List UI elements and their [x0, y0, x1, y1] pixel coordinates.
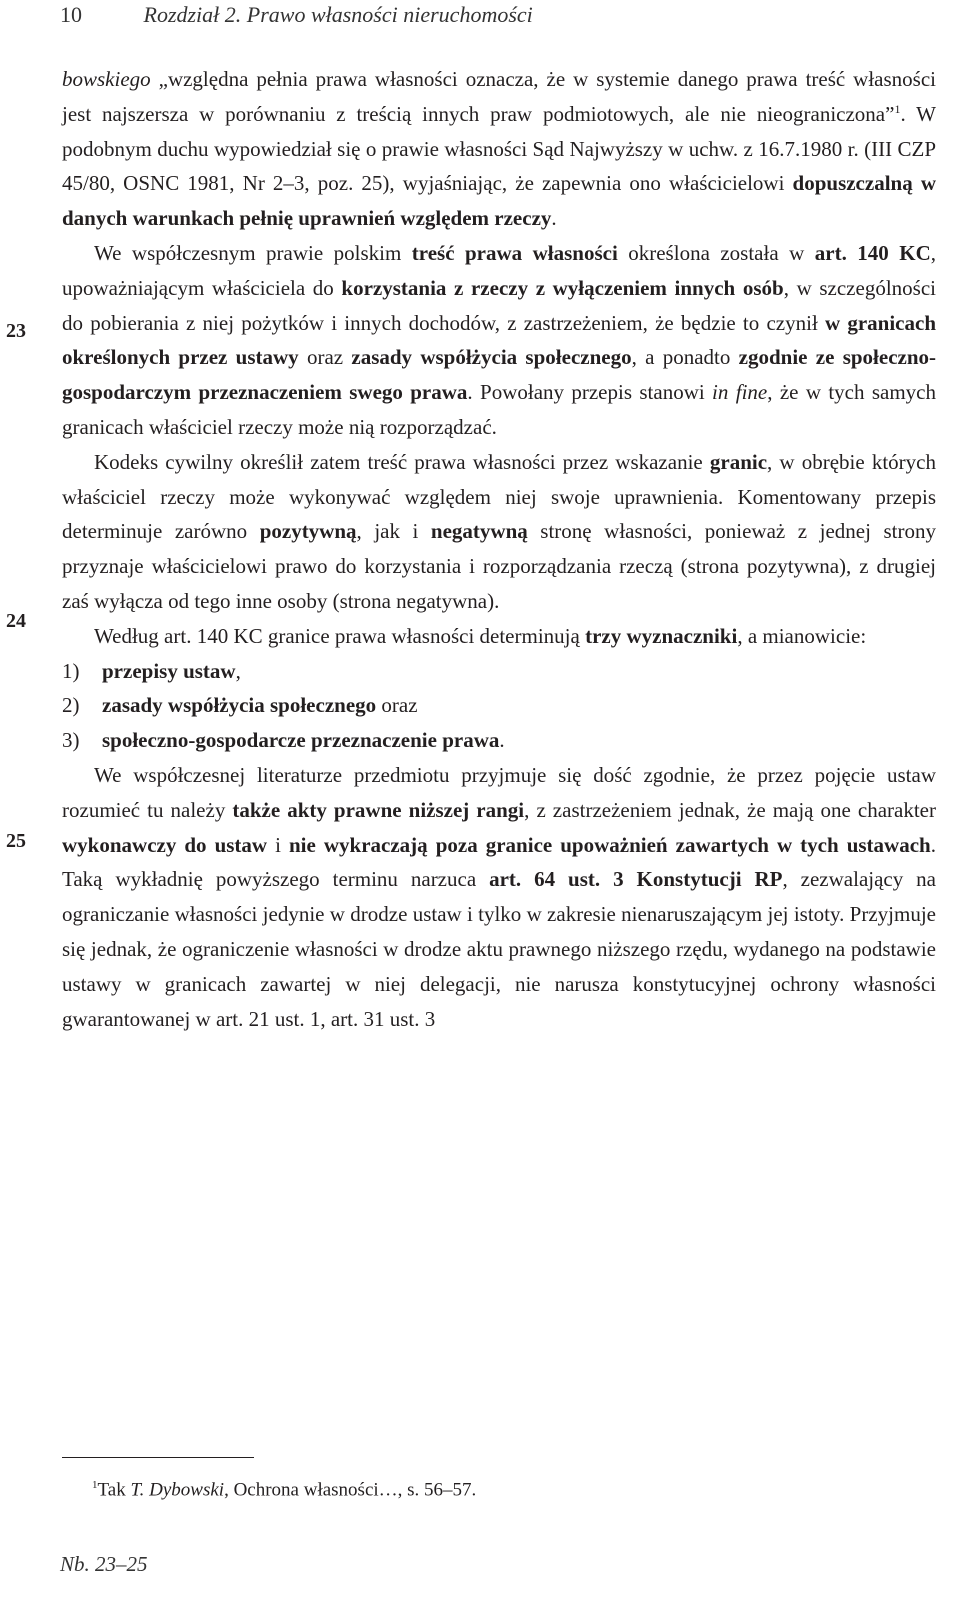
footnote-divider	[62, 1457, 254, 1458]
page-number: 10	[60, 2, 82, 27]
list-item: 2) zasady współżycia społecznego oraz	[62, 693, 418, 718]
limits-list	[62, 654, 936, 758]
footnote-ref[interactable]: 1	[894, 101, 901, 116]
list-item: 1) przepisy ustaw,	[62, 658, 241, 683]
list-item: 3) społeczno-gospodarcze przeznaczenie prawa.	[62, 728, 505, 753]
paragraph-4: Według art. 140 KC granice prawa własności determinują trzy wyznaczniki, a mianowicie:	[94, 623, 867, 648]
footnote: $^1$Tak T. Dybowski, Ochrona własności…, s. 56–57.	[92, 1479, 477, 1501]
paragraph-3: Kodeks cywilny określił zatem treść prawa własności przez wskazanie granic, w obrębie których właściciel rzeczy może wykonywać względem niej swoje uprawnienia. Komentowany przepis determinuje zarówno pozytywną, jak i negatywną stronę własności, ponieważ z jednej strony przyznaje właścicielowi prawo do korzystania i rozporządzania rzeczą (strona pozytywna), z drugiej zaś wyłącza od tego inne osoby (strona negatywna).	[62, 449, 936, 613]
margin-number-25: 25	[6, 830, 26, 852]
footnote-number: 1	[92, 1479, 98, 1491]
page-header	[60, 0, 533, 40]
margin-number-23: 23	[6, 320, 26, 342]
page-footer-marginal-numbers: Nb. 23–25	[60, 1552, 148, 1576]
paragraph-2: We współczesnym prawie polskim treść prawa własności określona została w art. 140 KC, upoważniającym właściciela do korzystania z rzeczy z wyłączeniem innych osób, w szczególności do pobierania z niej pożytków i innych dochodów, z zastrzeżeniem, że będzie to czynił w granicach określonych przez ustawy oraz zasady współżycia społecznego, a ponadto zgodnie ze społeczno-gospodarczym przeznaczeniem swego prawa. Powołany przepis stanowi in fine, że w tych samych granicach właściciel rzeczy może nią rozporządzać.	[62, 240, 937, 439]
running-title: Rozdział 2. Prawo własności nieruchomości	[143, 2, 533, 27]
main-text	[62, 62, 936, 1036]
paragraph-1: bowskiego „względna pełnia prawa własności oznacza, że w systemie danego prawa treść własności jest najszersza w porównaniu z treścią innych praw podmiotowych, ale nie nieograniczona”$^1$. W podobnym duchu wypowiedział się o prawie własności Sąd Najwyższy w uchw. z 16.7.1980 r. (III CZP 45/80, OSNC 1981, Nr 2–3, poz. 25), wyjaśniając, że zapewnia ono właścicielowi dopuszczalną w danych warunkach pełnię uprawnień względem rzeczy.	[62, 67, 936, 231]
paragraph-5: We współczesnej literaturze przedmiotu przyjmuje się dość zgodnie, że przez pojęcie ustaw rozumieć tu należy także akty prawne niższej rangi, z zastrzeżeniem jednak, że mają one charakter wykonawczy do ustaw i nie wykraczają poza granice upoważnień zawartych w tych ustawach. Taką wykładnię powyższego terminu narzuca art. 64 ust. 3 Konstytucji RP, zezwalający na ograniczanie własności jedynie w drodze ustaw i tylko w zakresie nienaruszającym jej istoty. Przyjmuje się jednak, że ograniczenie własności w drodze aktu prawnego niższego rzędu, wydanego na podstawie ustawy w granicach zawartej w niej delegacji, nie narusza konstytucyjnej ochrony własności gwarantowanej w art. 21 ust. 1, art. 31 ust. 3	[62, 762, 937, 1031]
margin-number-24: 24	[6, 610, 26, 632]
